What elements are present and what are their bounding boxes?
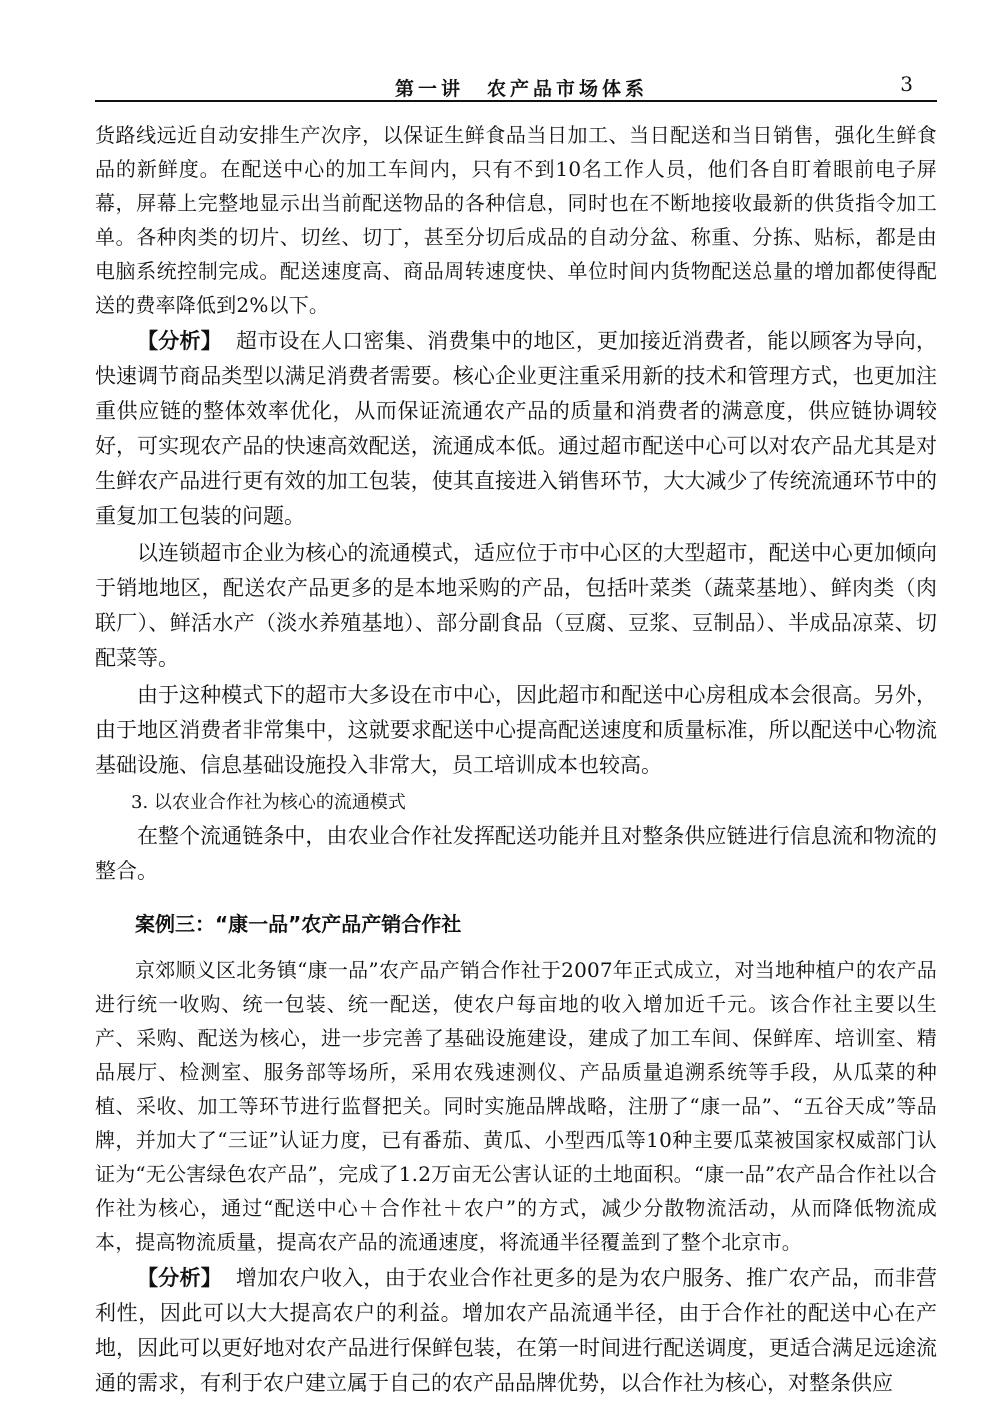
case-paragraph: 京郊顺义区北务镇“康一品”农产品产销合作社于2007年正式成立，对当地种植户的农产品进行统一收购、统一包装、统一配送，使农户每亩地的收入增加近千元。该合作社主要以生产、采购、配送为核心，进一步完善了基础设施建设，建成了加工车间、保鲜库、培训室、精品展厅、检测室、服务部等场所，采用农残速测仪、产品质量追溯系统等手段，从瓜菜的种植、采收、加工等环节进行监督把关。同时实施品牌战略，注册了“康一品”、“五谷天成”等品牌，并加大了“三证”认证力度，已有番茄、黄瓜、小型西瓜等10种主要瓜菜被国家权威部门认证为“无公害绿色农产品”，完成了1.2万亩无公害认证的土地面积。“康一品”农产品合作社以合作社为核心，通过“配送中心＋合作社＋农户”的方式，减少分散物流活动，从而降低物流成本，提高物流质量，提高农产品的流通速度，将流通半径覆盖到了整个北京市。 [95, 958, 937, 1254]
paragraph-cost: 由于这种模式下的超市大多设在市中心，因此超市和配送中心房租成本会很高。另外，由于地区消费者非常集中，这就要求配送中心提高配送速度和质量标准，所以配送中心物流基础设施、信息基础设施投入非常大，员工培训成本也较高。 [95, 683, 937, 777]
paragraph-cooperative: 在整个流通链条中，由农业合作社发挥配送功能并且对整条供应链进行信息流和物流的整合。 [95, 824, 937, 883]
analysis-text: 超市设在人口密集、消费集中的地区，更加接近消费者，能以顾客为导向，快速调节商品类型以满足消费者需要。核心企业更注重采用新的技术和管理方式，也更加注重供应链的整体效率优化，从而保证流通农产品的质量和消费者的满意度，供应链协调较好，可实现农产品的快速高效配送，流通成本低。通过超市配送中心可以对农产品尤其是对生鲜农产品进行更有效的加工包装，使其直接进入销售环节，大大减少了传统流通环节中的重复加工包装的问题。 [95, 329, 937, 528]
analysis-paragraph-1 [95, 324, 937, 534]
running-header [95, 66, 937, 102]
page-number: 3 [900, 72, 913, 96]
section-subheading: 3. 以农业合作社为核心的流通模式 [131, 792, 406, 813]
paragraph-chain-model: 以连锁超市企业为核心的流通模式，适应位于市中心区的大型超市，配送中心更加倾向于销地地区，配送农产品更多的是本地采购的产品，包括叶菜类（蔬菜基地）、鲜肉类（肉联厂）、鲜活水产（淡水养殖基地）、部分副食品（豆腐、豆浆、豆制品）、半成品凉菜、切配菜等。 [95, 541, 937, 670]
case-title: 案例三：“康一品”农产品产销合作社 [135, 912, 462, 936]
analysis-text: 增加农户收入，由于农业合作社更多的是为农户服务、推广农产品，而非营利性，因此可以大大提高农户的利益。增加农产品流通半径，由于合作社的配送中心在产地，因此可以更好地对农产品进行保鲜包装，在第一时间进行配送调度，更适合满足远途流通的需求，有利于农户建立属于自己的农产品品牌优势，以合作社为核心，对整条供应 [95, 1266, 937, 1395]
analysis-tag: 【分析】 [137, 329, 223, 353]
analysis-paragraph-2 [95, 1261, 937, 1401]
paragraph-continued: 货路线远近自动安排生产次序，以保证生鲜食品当日加工、当日配送和当日销售，强化生鲜食品的新鲜度。在配送中心的加工车间内，只有不到10名工作人员，他们各自盯着眼前电子屏幕，屏幕上完整地显示出当前配送物品的各种信息，同时也在不断地接收最新的供货指令加工单。各种肉类的切片、切丝、切丁，甚至分切后成品的自动分盆、称重、分拣、贴标，都是由电脑系统控制完成。配送速度高、商品周转速度快、单位时间内货物配送总量的增加都使得配送的费率降低到2%以下。 [95, 123, 937, 317]
analysis-tag: 【分析】 [137, 1266, 223, 1290]
chapter-title: 第一讲 农产品市场体系 [395, 78, 649, 100]
page-body [95, 118, 937, 1401]
